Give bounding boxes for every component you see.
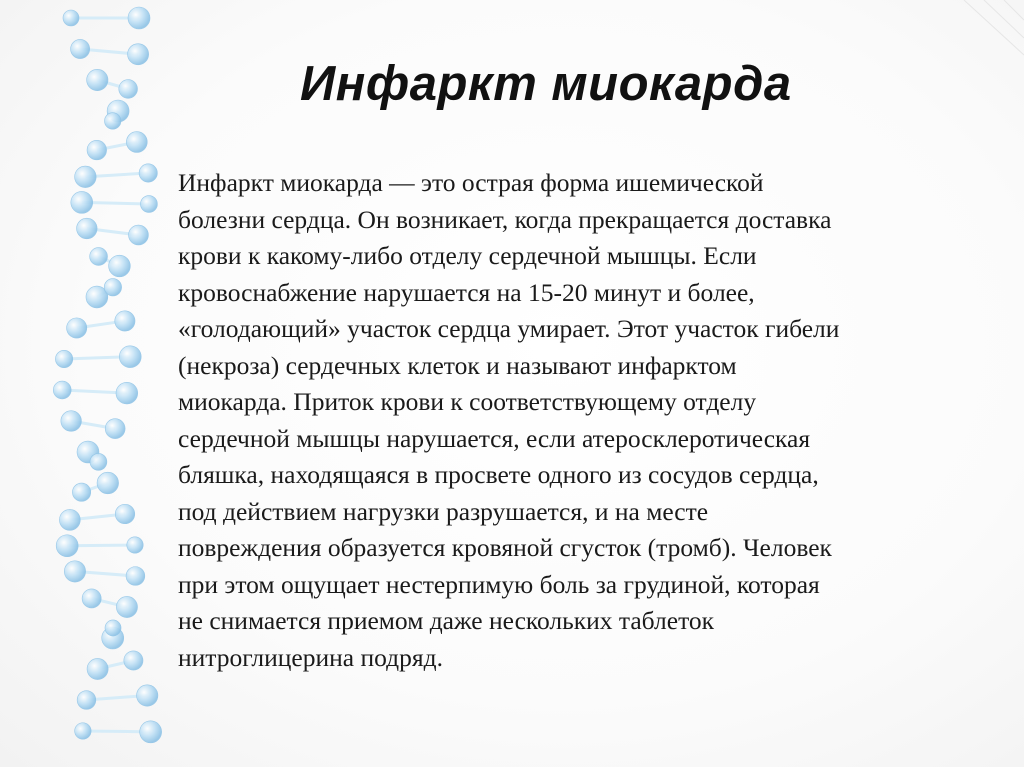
dna-bead [139,164,157,182]
dna-bead [126,132,147,153]
dna-bead [53,381,71,399]
dna-bead [127,537,143,553]
dna-bead [87,658,108,679]
dna-bead [82,589,101,608]
dna-bead [97,472,119,494]
body-line: при этом ощущает нестерпимую боль за грудиной, которая [178,569,820,599]
dna-bead [71,191,93,213]
dna-bead [116,596,137,617]
dna-bead [56,535,78,557]
dna-bead [67,318,87,338]
body-line: под действием нагрузки разрушается, и на месте [178,496,709,526]
body-line: (некроза) сердечных клеток и называют инфарктом [178,350,737,380]
dna-bead [104,113,120,129]
dna-bead [116,382,138,404]
dna-bead [77,691,96,710]
slide-body-text [178,165,988,676]
dna-bead [105,620,121,636]
body-line: болезни сердца. Он возникает, когда прекращается доставка [178,204,832,234]
body-line: крови к какому-либо отделу сердечной мышцы. Если [178,241,757,270]
body-line: миокарда. Приток крови к соответствующему отделу [178,387,757,416]
dna-bead [137,685,158,706]
dna-bead [63,10,79,26]
dna-bead [105,419,125,439]
slide-title: Инфаркт миокарда [300,57,792,111]
dna-bead [87,69,108,90]
dna-bead [75,166,97,188]
dna-bead [59,509,80,530]
dna-bead [140,721,162,743]
dna-bead [119,346,141,368]
dna-bead [90,248,108,266]
body-line: сердечной мышцы нарушается, если атеросклеротическая [178,423,811,453]
body-line: нитроглицерина подряд. [178,642,443,672]
body-line: кровоснабжение нарушается на 15-20 минут и более, [178,277,755,307]
dna-helix-icon [0,0,190,767]
body-line: повреждения образуется кровяной сгусток (тромб). Человек [178,533,832,562]
dna-bead [90,453,107,470]
dna-bead [128,44,149,65]
body-line: не снимается приемом даже нескольких таблеток [178,606,715,635]
dna-bead [77,218,98,239]
dna-bead [109,255,131,277]
dna-bead [140,196,157,213]
dna-bead [71,39,90,58]
dna-bead [126,567,145,586]
body-line: Инфаркт миокарда — это острая форма ишемической [178,168,764,197]
dna-bead [55,350,72,367]
dna-bead [104,279,121,296]
dna-bead [129,225,149,245]
dna-bead [124,651,143,670]
dna-bead [75,723,92,740]
dna-bead [119,80,138,99]
dna-bead [87,140,107,160]
dna-bead [61,411,82,432]
dna-bead [72,483,90,501]
body-line: «голодающий» участок сердца умирает. Этот участок гибели [178,314,840,343]
dna-bead [128,7,150,29]
dna-bead [115,504,135,524]
dna-bead [64,561,85,582]
body-line: бляшка, находящаяся в просвете одного из сосудов сердца, [178,460,819,489]
dna-bead [115,311,135,331]
